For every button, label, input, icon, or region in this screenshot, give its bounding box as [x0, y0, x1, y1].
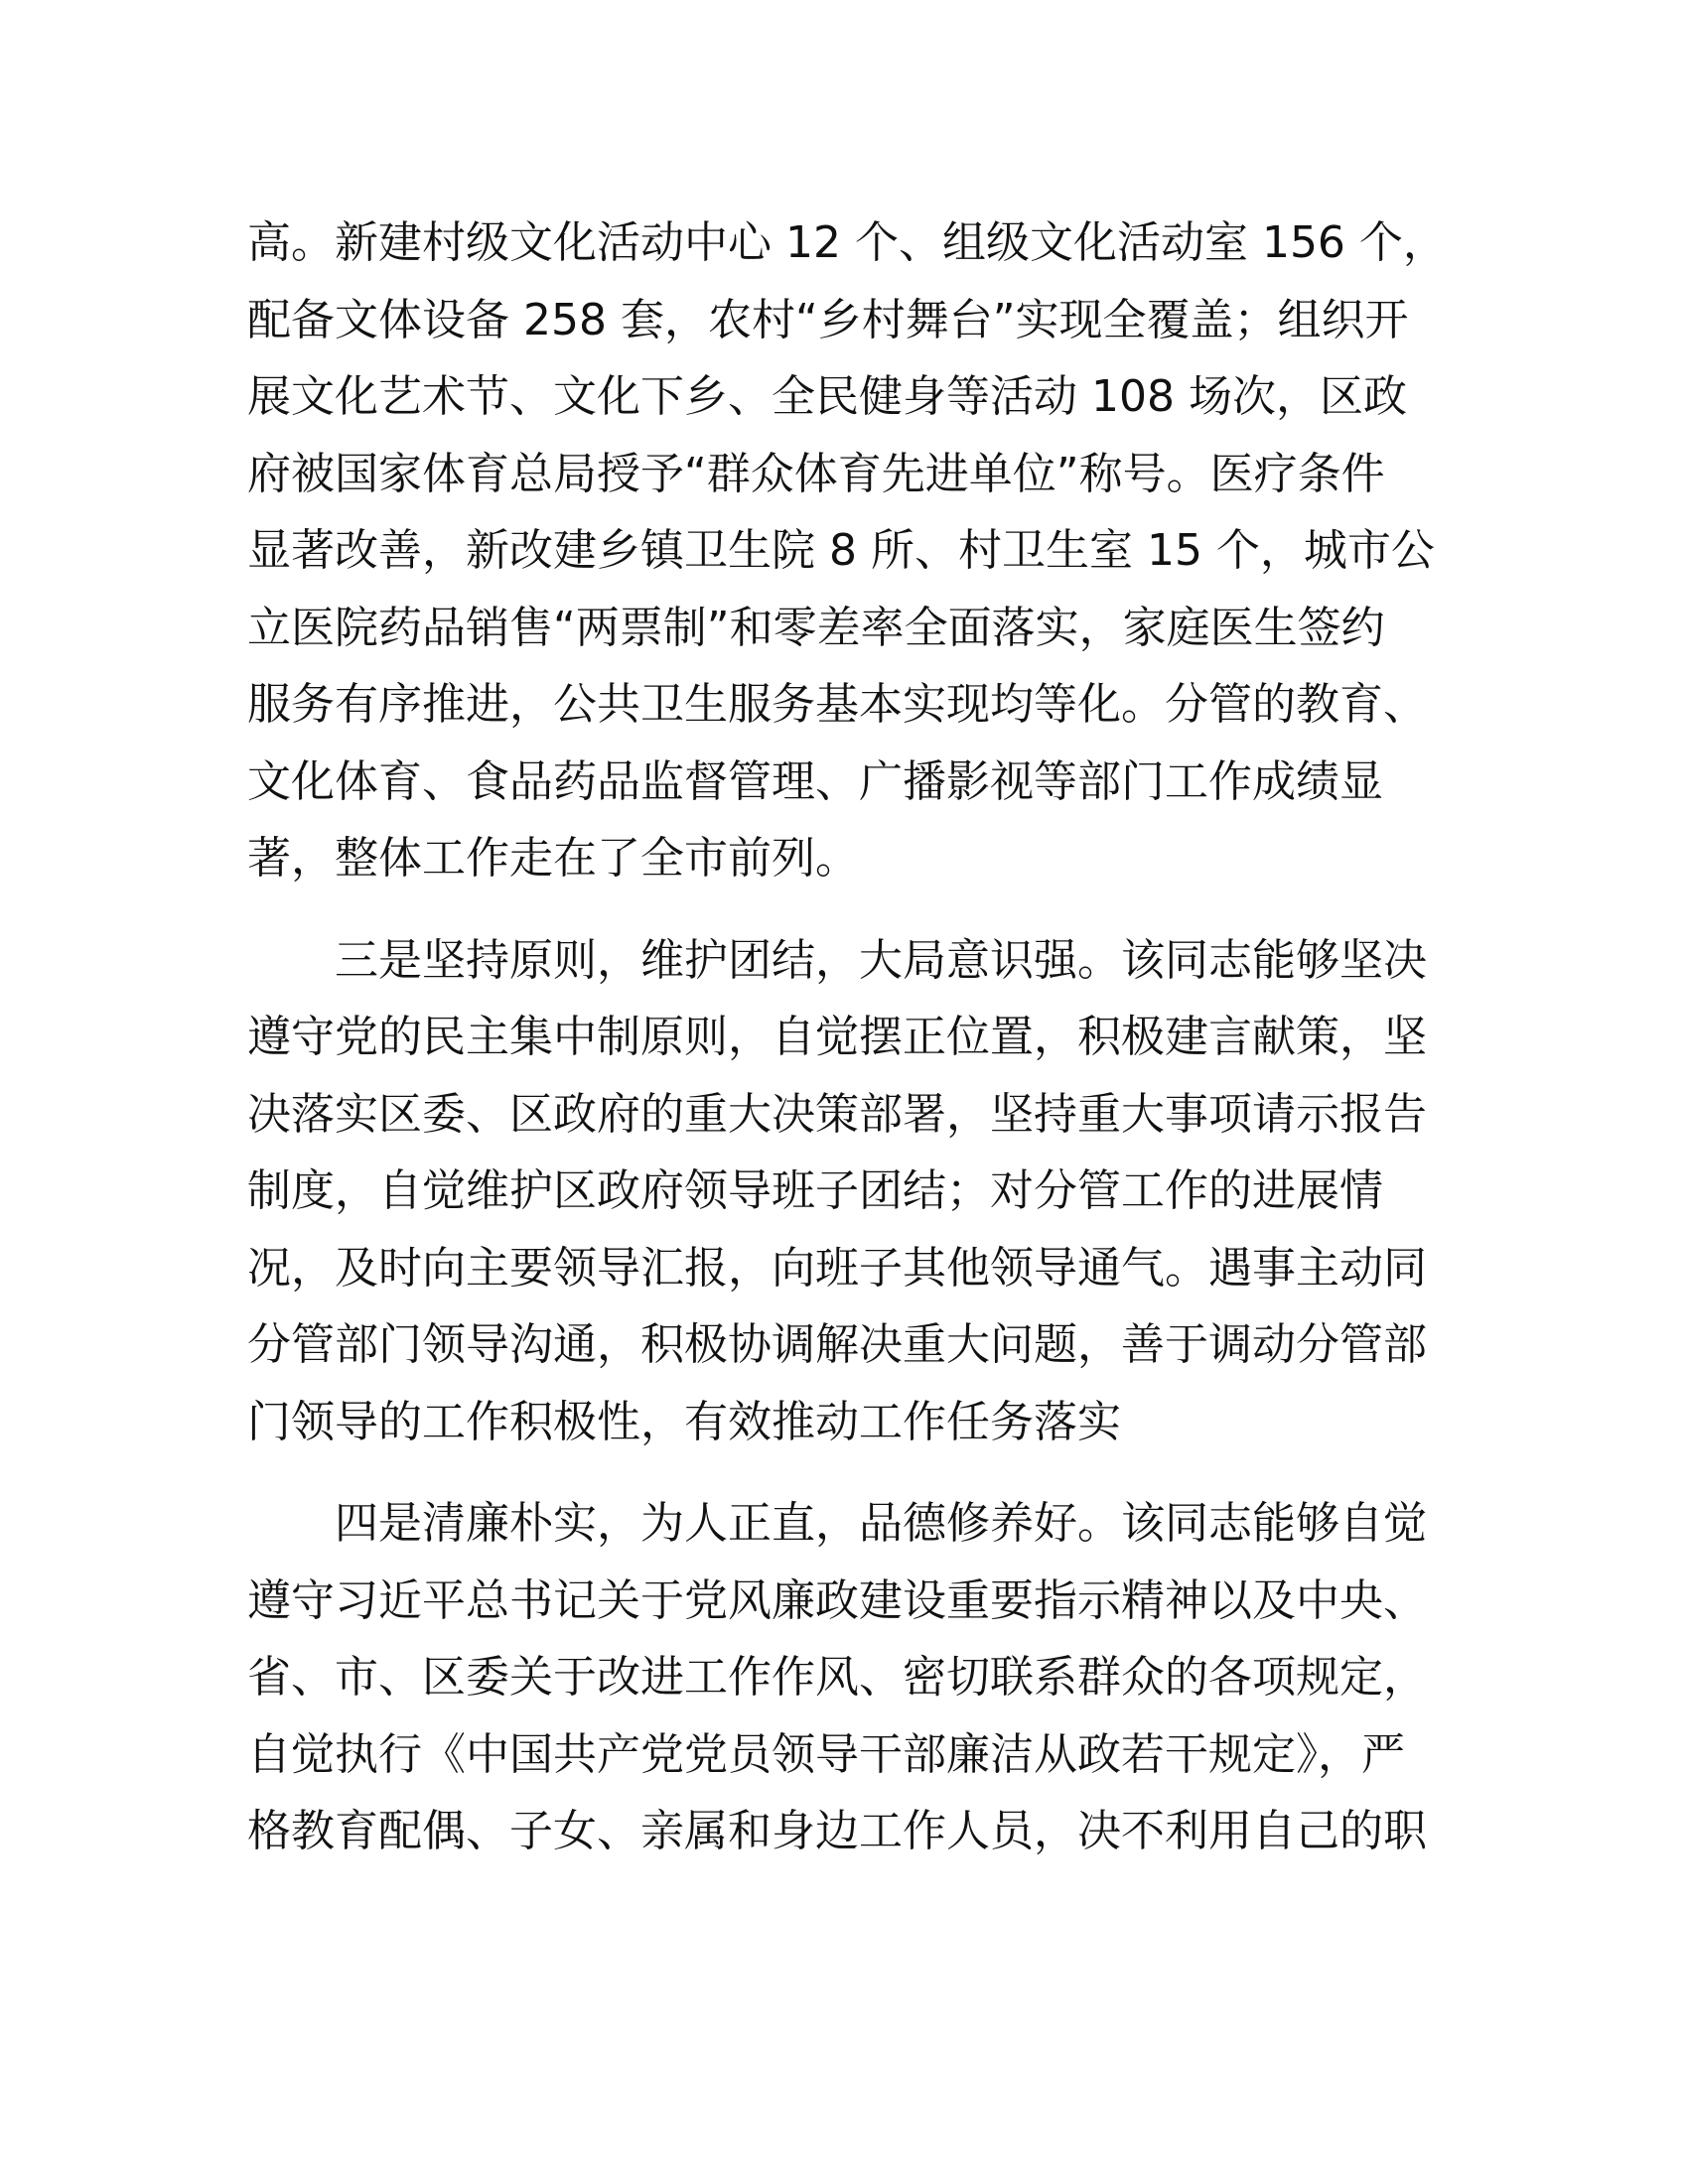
paragraph-three	[247, 922, 1439, 1461]
text-line: 立医院药品销售“两票制”和零差率全面落实，家庭医生签约	[247, 602, 1385, 653]
text-line: 况，及时向主要领导汇报，向班子其他领导通气。遇事主动同	[247, 1242, 1427, 1294]
text-line: 著，整体工作走在了全市前列。	[247, 833, 859, 884]
text-line: 展文化艺术节、文化下乡、全民健身等活动 108 场次，区政	[247, 371, 1407, 422]
paragraph-spacer	[247, 1460, 1439, 1485]
document-body	[247, 205, 1447, 1870]
text-line-first: 四是清廉朴实，为人正直，品德修养好。该同志能够自觉	[335, 1498, 1427, 1549]
text-line: 门领导的工作积极性，有效推动工作任务落实	[247, 1396, 1121, 1447]
paragraph-continued	[247, 205, 1447, 897]
paragraph-four	[247, 1485, 1439, 1870]
text-line: 决落实区委、区政府的重大决策部署，坚持重大事项请示报告	[247, 1088, 1427, 1140]
text-line: 府被国家体育总局授予“群众体育先进单位”称号。医疗条件	[247, 448, 1385, 499]
text-line-first: 三是坚持原则，维护团结，大局意识强。该同志能够坚决	[335, 934, 1427, 986]
text-line: 自觉执行《中国共产党党员领导干部廉洁从政若干规定》，严	[247, 1728, 1405, 1780]
text-line: 服务有序推进，公共卫生服务基本实现均等化。分管的教育、	[247, 679, 1427, 730]
paragraph-spacer	[247, 897, 1439, 922]
text-line: 格教育配偶、子女、亲属和身边工作人员，决不利用自己的职	[247, 1806, 1427, 1856]
text-line: 遵守党的民主集中制原则，自觉摆正位置，积极建言献策，坚	[247, 1012, 1427, 1062]
text-line: 分管部门领导沟通，积极协调解决重大问题，善于调动分管部	[247, 1319, 1427, 1370]
text-line: 遵守习近平总书记关于党风廉政建设重要指示精神以及中央、	[247, 1574, 1427, 1626]
text-line: 文化体育、食品药品监督管理、广播影视等部门工作成绩显	[247, 755, 1383, 807]
text-line: 制度，自觉维护区政府领导班子团结；对分管工作的进展情	[247, 1165, 1383, 1216]
text-line: 省、市、区委关于改进工作作风、密切联系群众的各项规定，	[247, 1652, 1427, 1703]
text-line: 高。新建村级文化活动中心 12 个、组级文化活动室 156 个，	[247, 217, 1447, 268]
text-line: 配备文体设备 258 套，农村“乡村舞台”实现全覆盖；组织开	[247, 294, 1409, 345]
text-line: 显著改善，新改建乡镇卫生院 8 所、村卫生室 15 个，城市公	[247, 525, 1435, 576]
